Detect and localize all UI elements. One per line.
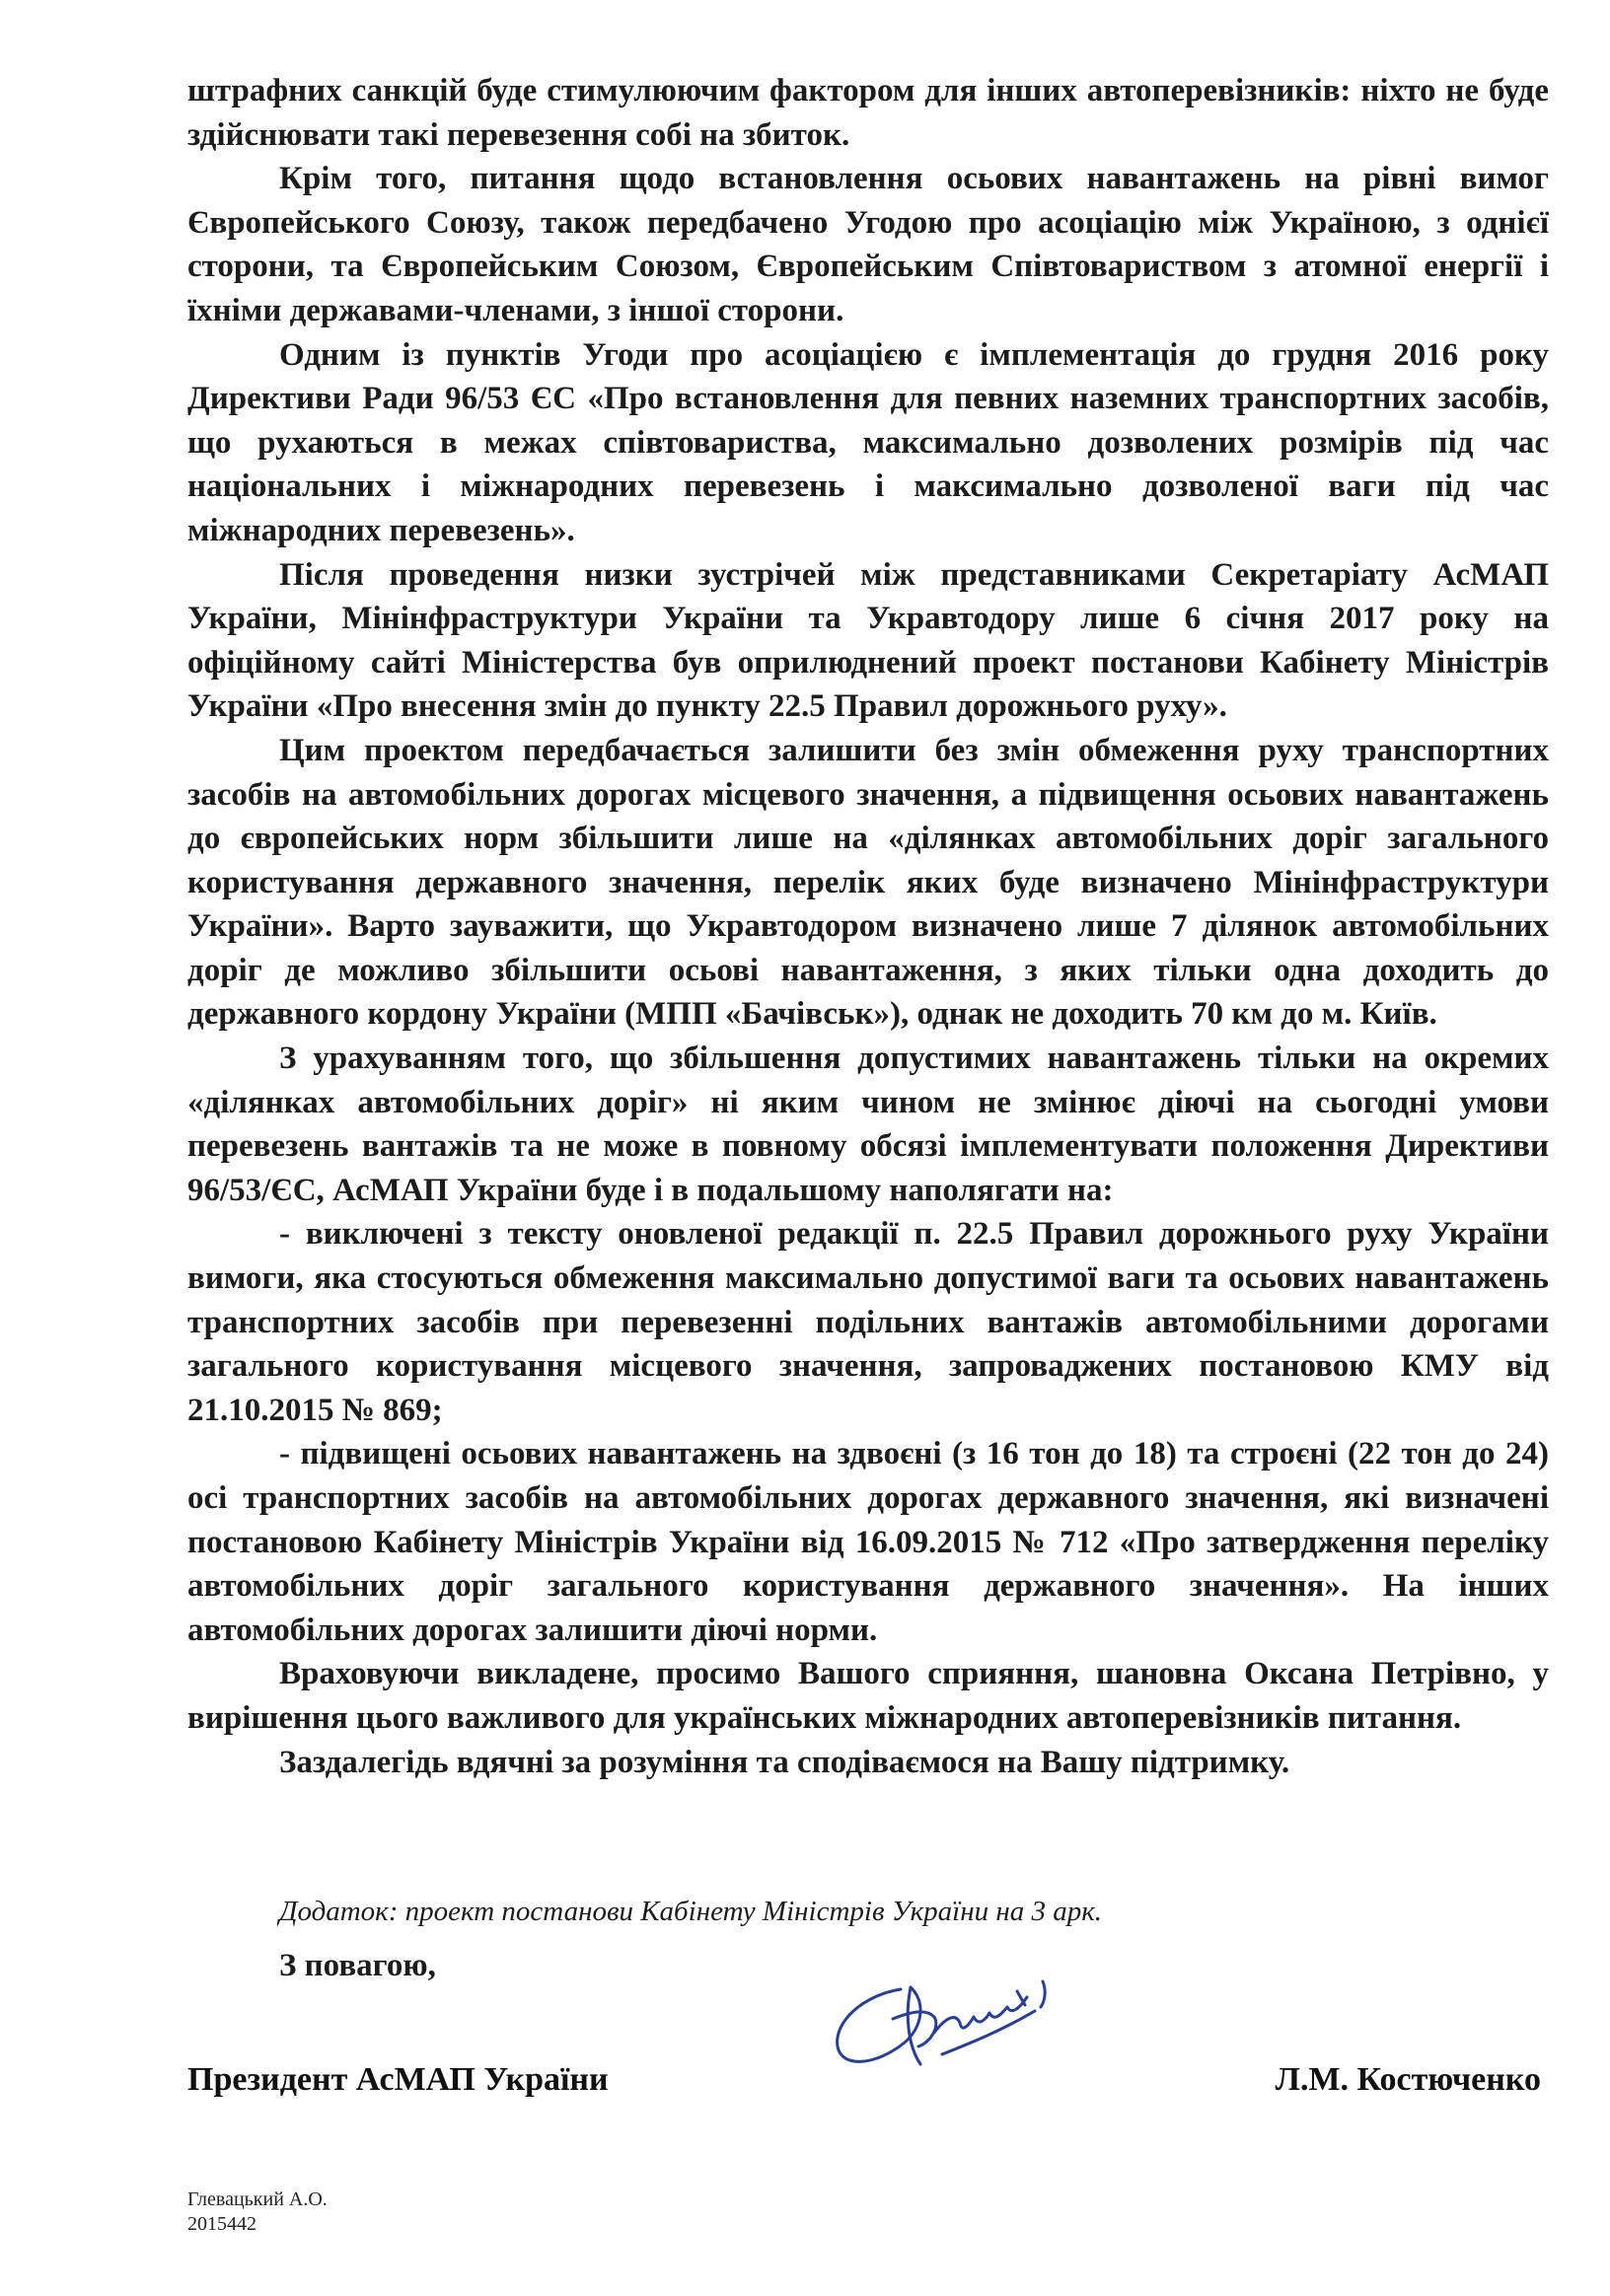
signatory-title: Президент АсМАП України bbox=[187, 2061, 609, 2098]
signatory-name: Л.М. Костюченко bbox=[1275, 2061, 1541, 2098]
attachment-note: Додаток: проект постанови Кабінету Міністрів України на 3 арк. bbox=[279, 1896, 1103, 1927]
letter-body bbox=[187, 69, 1549, 1784]
executor-info bbox=[187, 2188, 328, 2237]
paragraph-directive: Одним із пунктів Угоди про асоціацією є імплементація до грудня 2016 року Директиви Ради 96/53 ЄС «Про встановлення для певних наземних транспортних засобів, що рухаються в межах співтовариства, максимально дозволених розмірів під час національних і міжнародних перевезень і максимально дозволеної ваги під час міжнародних перевезень». bbox=[187, 336, 1549, 548]
list-item: - виключені з тексту оновленої редакції п. 22.5 Правил дорожнього руху України вимоги, яка стосуються обмеження максимально допустимої ваги та осьових навантажень транспортних засобів при перевезенні подільних вантажів автомобільними дорогами загального користування місцевого значення, запроваджених постановою КМУ від 21.10.2015 № 869; bbox=[187, 1216, 1549, 1428]
list-item: - підвищені осьових навантажень на здвоєні (з 16 тон до 18) та строєні (22 тон до 24) осі транспортних засобів на автомобільних дорогах державного значення, які визначені постановою Кабінету Міністрів України від 16.09.2015 № 712 «Про затвердження переліку автомобільних доріг загального користування державного значення». На інших автомобільних дорогах залишити діючі норми. bbox=[187, 1436, 1549, 1648]
paragraph-draft-project: Цим проектом передбачається залишити без змін обмеження руху транспортних засобів на автомобільних дорогах місцевого значення, а підвищення осьових навантажень до європейських норм збільшити лише на «ділянках автомобільних доріг загального користування державного значення, перелік яких буде визначено Мінінфраструктури України». Варто зауважити, що Укравтодором визначено лише 7 ділянок автомобільних доріг де можливо збільшити осьові навантаження, з яких тільки одна доходить до державного кордону України (МПП «Бачівськ»), однак не доходить 70 км до м. Київ. bbox=[187, 732, 1549, 1033]
executor-name: Глевацький А.О. bbox=[187, 2188, 328, 2210]
paragraph-association-agreement: Крім того, питання щодо встановлення осьових навантажень на рівні вимог Європейського Союзу, також передбачено Угодою про асоціацію між Україною, з однієї сторони, та Європейським Союзом, Європейським Співтовариством з атомної енергії і їхніми державами-членами, з іншої сторони. bbox=[187, 161, 1549, 328]
handwritten-signature bbox=[824, 1948, 1090, 2086]
paragraph-considering: З урахуванням того, що збільшення допустимих навантажень тільки на окремих «ділянках автомобільних доріг» ні яким чином не змінює діючі на сьогодні умови перевезень вантажів та не може в повному обсязі імплементувати положення Директиви 96/53/ЄС, АсМАП України буде і в подальшому наполягати на: bbox=[187, 1040, 1549, 1208]
executor-phone: 2015442 bbox=[187, 2213, 256, 2235]
paragraph-meetings: Після проведення низки зустрічей між представниками Секретаріату АсМАП України, Мінінфраструктури України та Укравтодору лише 6 січня 2017 року на офіційному сайті Міністерства був оприлюднений проект постанови Кабінету Міністрів України «Про внесення змін до пункту 22.5 Правил дорожнього руху». bbox=[187, 556, 1549, 725]
paragraph-request: Враховуючи викладене, просимо Вашого сприяння, шановна Оксана Петрівно, у вирішення цього важливого для українських міжнародних автоперевізників питання. bbox=[187, 1656, 1549, 1736]
closing-regards: З повагою, bbox=[279, 1948, 436, 1983]
paragraph-thanks: Заздалегідь вдячні за розуміння та сподіваємося на Вашу підтримку. bbox=[279, 1744, 1290, 1780]
paragraph-continuation: штрафних санкцій буде стимулюючим фактором для інших автоперевізників: ніхто не буде здійснювати такі перевезення собі на збиток. bbox=[187, 73, 1549, 153]
